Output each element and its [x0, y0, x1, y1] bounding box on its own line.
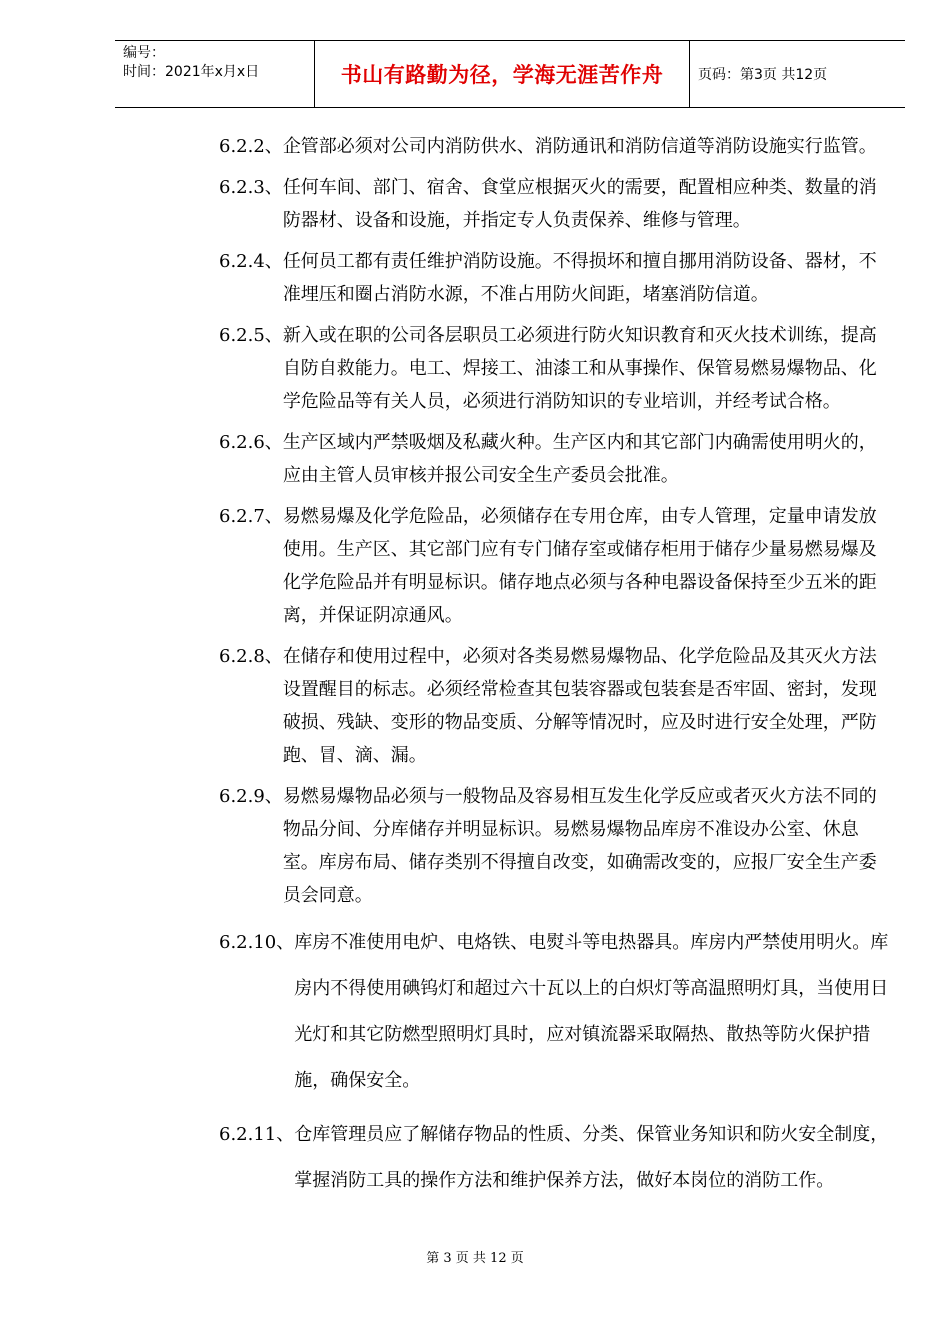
doc-number-label: 编号：: [123, 45, 165, 61]
clause-6-2-5: [219, 319, 889, 418]
clause-text: 任何车间、部门、宿舍、食堂应根据灭火的需要，配置相应种类、数量的消防器材、设备和设施，并指定专人负责保养、维修与管理。: [282, 177, 877, 231]
clause-6-2-10: [219, 920, 889, 1104]
clause-6-2-4: [219, 245, 889, 311]
page-header: [115, 40, 905, 108]
clause-number: 6.2.9、: [219, 786, 283, 807]
clause-number: 6.2.5、: [219, 325, 283, 346]
clause-number: 6.2.11、: [219, 1124, 295, 1145]
clause-text: 任何员工都有责任维护消防设施。不得损坏和擅自挪用消防设备、器材，不准埋压和圈占消防水源，不准占用防火间距，堵塞消防信道。: [282, 251, 877, 305]
header-page-info: 页码：第3页 共12页: [698, 67, 828, 83]
header-motto: 书山有路勤为径，学海无涯苦作舟: [315, 41, 690, 107]
clause-6-2-3: [219, 171, 889, 237]
clause-text: 在储存和使用过程中，必须对各类易燃易爆物品、化学危险品及其灭火方法设置醒目的标志。必须经常检查其包装容器或包装套是否牢固、密封，发现破损、残缺、变形的物品变质、分解等情况时，应及时进行安全处理，严防跑、冒、滴、漏。: [282, 646, 877, 766]
page-footer: 第 3 页 共 12 页: [426, 1251, 524, 1266]
clause-number: 6.2.6、: [219, 432, 283, 453]
document-body: [219, 130, 889, 1212]
clause-number: 6.2.7、: [219, 506, 283, 527]
clause-6-2-11: [219, 1112, 889, 1204]
clause-text: 仓库管理员应了解储存物品的性质、分类、保管业务知识和防火安全制度，掌握消防工具的操作方法和维护保养方法，做好本岗位的消防工作。: [294, 1124, 889, 1191]
clause-text: 库房不准使用电炉、电烙铁、电熨斗等电热器具。库房内严禁使用明火。库房内不得使用碘钨灯和超过六十瓦以上的白炽灯等高温照明灯具，当使用日光灯和其它防燃型照明灯具时，应对镇流器采取隔热、散热等防火保护措施，确保安全。: [294, 932, 889, 1091]
clause-6-2-7: [219, 500, 889, 632]
clause-6-2-6: [219, 426, 889, 492]
clause-number: 6.2.8、: [219, 646, 283, 667]
clause-number: 6.2.2、: [219, 136, 283, 157]
doc-time-label: 时间：2021年x月x日: [123, 64, 260, 80]
clause-text: 新入或在职的公司各层职员工必须进行防火知识教育和灭火技术训练，提高自防自救能力。电工、焊接工、油漆工和从事操作、保管易燃易爆物品、化学危险品等有关人员，必须进行消防知识的专业培训，并经考试合格。: [282, 325, 877, 412]
clause-text: 生产区域内严禁吸烟及私藏火种。生产区内和其它部门内确需使用明火的，应由主管人员审核并报公司安全生产委员会批准。: [282, 432, 877, 486]
clause-text: 企管部必须对公司内消防供水、消防通讯和消防信道等消防设施实行监管。: [282, 136, 877, 157]
clause-text: 易燃易爆及化学危险品，必须储存在专用仓库，由专人管理，定量申请发放使用。生产区、其它部门应有专门储存室或储存柜用于储存少量易燃易爆及化学危险品并有明显标识。储存地点必须与各种电器设备保持至少五米的距离，并保证阴凉通风。: [282, 506, 877, 626]
clause-number: 6.2.3、: [219, 177, 283, 198]
clause-number: 6.2.10、: [219, 932, 295, 953]
clause-number: 6.2.4、: [219, 251, 283, 272]
clause-6-2-9: [219, 780, 889, 912]
clause-6-2-2: [219, 130, 889, 163]
clause-6-2-8: [219, 640, 889, 772]
header-meta: [115, 41, 315, 107]
clause-text: 易燃易爆物品必须与一般物品及容易相互发生化学反应或者灭火方法不同的物品分间、分库储存并明显标识。易燃易爆物品库房不准设办公室、休息室。库房布局、储存类别不得擅自改变，如确需改变的，应报厂安全生产委员会同意。: [282, 786, 877, 906]
